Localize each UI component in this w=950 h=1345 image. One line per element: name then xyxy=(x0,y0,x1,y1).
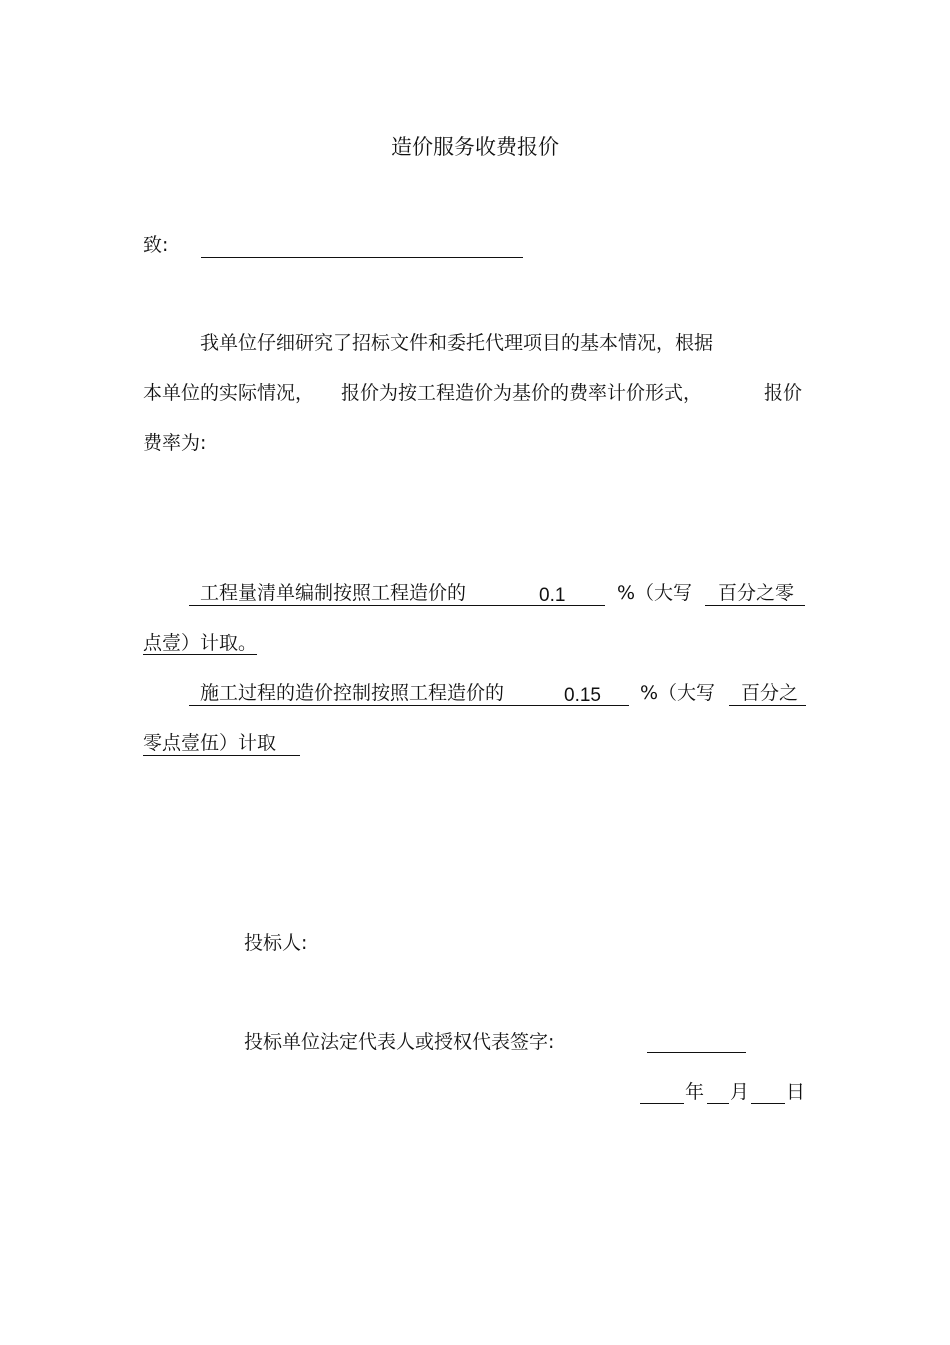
intro-line-2b: 报价为按工程造价为基价的费率计价形式， xyxy=(341,382,703,404)
intro-line-3: 费率为: xyxy=(143,432,207,454)
item-1-rate[interactable]: 0.1 xyxy=(539,585,566,606)
item-2-underline xyxy=(189,705,629,706)
item-2-upper-b[interactable]: 零点壹伍）计取 xyxy=(143,732,277,754)
document-title: 造价服务收费报价 xyxy=(391,135,559,159)
recipient-blank[interactable] xyxy=(201,257,523,258)
item-1-description: 工程量清单编制按照工程造价的 xyxy=(200,582,467,604)
item-2-upper-b-underline xyxy=(143,755,300,756)
item-1-percent: %（大写 xyxy=(617,582,693,604)
item-2-upper-a[interactable]: 百分之 xyxy=(741,682,799,704)
year-label: 年 xyxy=(685,1081,705,1103)
item-2-percent: %（大写 xyxy=(640,682,716,704)
recipient-label: 致: xyxy=(143,234,169,256)
day-blank[interactable] xyxy=(751,1103,785,1104)
year-blank[interactable] xyxy=(640,1103,684,1104)
day-label: 日 xyxy=(786,1081,806,1103)
month-blank[interactable] xyxy=(707,1103,729,1104)
item-1-upper-underline xyxy=(705,605,805,606)
bidder-label: 投标人: xyxy=(244,932,308,954)
signature-blank[interactable] xyxy=(647,1052,746,1053)
signature-label: 投标单位法定代表人或授权代表签字: xyxy=(244,1031,555,1053)
item-1-upper-b[interactable]: 点壹）计取。 xyxy=(143,632,258,654)
intro-line-1: 我单位仔细研究了招标文件和委托代理项目的基本情况，根据 xyxy=(200,332,714,354)
item-2-rate[interactable]: 0.15 xyxy=(564,685,601,706)
item-2-upper-underline xyxy=(729,705,806,706)
item-1-upper-a[interactable]: 百分之零 xyxy=(718,582,795,604)
intro-line-2a: 本单位的实际情况， xyxy=(143,382,315,404)
month-label: 月 xyxy=(730,1081,750,1103)
item-2-description: 施工过程的造价控制按照工程造价的 xyxy=(200,682,505,704)
intro-line-2c: 报价 xyxy=(764,382,803,404)
